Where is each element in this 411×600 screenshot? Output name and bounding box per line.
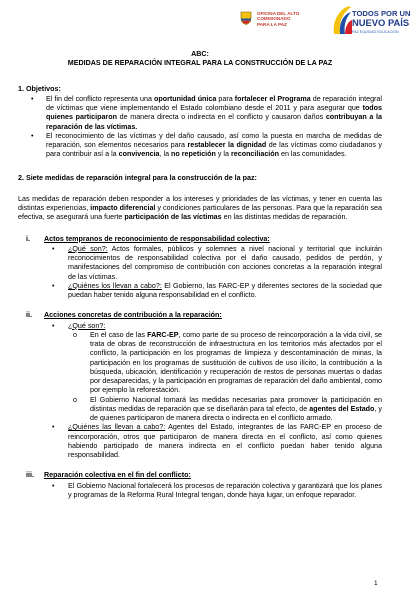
text-run: Las medidas de reparación deben responder a los intereses y prioridades de las víctimas, y tener en cuenta las distintas experiencias, <box>18 194 382 212</box>
text-run: para <box>216 94 235 103</box>
text-run: impacto diferencial <box>90 204 156 212</box>
subsection-ii-sub-bullet-2 <box>70 396 382 424</box>
logo-line-2: NUEVO PAÍS <box>352 17 410 28</box>
text-run: convivencia <box>118 150 160 159</box>
text-run: El Gobierno Nacional fortalecerá los procesos de reparación colectiva y garantizará que los planes y programas de la Reforma Rural Integral tengan, donde haya lugar, un enfoque reparador. <box>68 481 382 499</box>
subsection-ii-bullet-1: • ¿Qué son?: <box>52 321 106 330</box>
text-run: , y de quienes participaron de manera directa o indirecta en el conflicto armado. <box>90 404 382 422</box>
text-run: restablecer la dignidad <box>187 141 267 149</box>
text-run: en las comunidades. <box>279 150 347 159</box>
text-run: ¿Qué son?: <box>68 244 108 253</box>
bullet-icon: • <box>52 244 55 253</box>
subsection-ii-bullet-2 <box>49 423 382 460</box>
bullet-icon: • <box>52 481 55 490</box>
text-run: todos quienes participaron <box>46 104 382 122</box>
office-line-1: OFICINA DEL ALTO COMISIONADO <box>257 11 300 22</box>
text-run: de manera directa o indirecta en el conflicto y causaron daños <box>116 113 326 122</box>
office-line-2: PARA LA PAZ <box>257 21 287 27</box>
text-run: oportunidad única <box>154 94 217 103</box>
text-run: contribuyan a la reparación de las víctimas. <box>46 113 382 131</box>
text-run: El fin del conflicto representa una <box>46 94 154 103</box>
section-siete-medidas-heading: 2. Siete medidas de reparación integral para la construcción de la paz: <box>18 173 257 182</box>
section-objetivos-heading: 1. Objetivos: <box>18 84 61 93</box>
text-run: Actos formales, públicos y solemnes a nivel nacional y territorial que incluirán reconocimientos de responsabilidad colectiva por el daño causado, pedidos de perdón, y manifestaciones del compromiso de contribución con acciones concretas a la reparación integral de las víctimas. <box>68 244 382 281</box>
office-header <box>240 11 319 27</box>
bullet-icon: • <box>31 94 34 103</box>
objetivos-bullet-2 <box>27 132 382 160</box>
circle-bullet-icon: o <box>73 330 77 339</box>
text-run: en las distintas medidas de reparación. <box>221 213 348 222</box>
subsection-iii-heading: iii. Reparación colectiva en el fin del conflicto: <box>26 471 191 480</box>
text-run: , la <box>159 150 172 159</box>
document-title: MEDIDAS DE REPARACIÓN INTEGRAL PARA LA CONSTRUCCIÓN DE LA PAZ <box>67 59 333 68</box>
office-name <box>257 11 319 27</box>
text-run: fortalecer el Programa <box>234 94 311 103</box>
subsection-ii-heading: ii. Acciones concretas de contribución a la reparación: <box>26 311 222 320</box>
bullet-icon: • <box>52 321 55 330</box>
bullet-icon: • <box>52 281 55 290</box>
text-run: El Gobierno, las FARC-EP y diferentes sectores de la sociedad que puedan haber tenido alguna responsabilidad en el conflicto. <box>68 281 382 299</box>
text-run: y condiciones particulares de las personas. Para que la reparación sea efectiva, se asegurará una fuerte <box>18 204 382 222</box>
government-logo <box>330 4 411 38</box>
text-run: y la <box>215 150 231 159</box>
document-body <box>18 50 382 500</box>
text-run: ¿Quiénes los llevan a cabo?: <box>68 281 162 290</box>
abc-label: ABC: <box>191 50 209 58</box>
flag-swirl-icon <box>330 4 352 38</box>
subsection-i-heading: i. Actos tempranos de reconocimiento de responsabilidad colectiva: <box>26 234 270 243</box>
siete-medidas-paragraph <box>18 195 382 223</box>
subsection-ii-sub-bullet-1 <box>70 331 382 396</box>
subsection-i-bullet-1 <box>49 245 382 282</box>
bullet-icon: • <box>52 423 55 432</box>
text-run: En el caso de las <box>90 330 148 339</box>
subsection-iii-bullet-1 <box>49 482 382 501</box>
text-run: de las víctimas como ciudadanos y para contribuir así a la <box>46 141 382 159</box>
text-run: El Gobierno Nacional tomará las medidas necesarias para promover la participación en distintas medidas de reparación que se diseñarán para tal efecto, de <box>90 395 382 413</box>
text-run: no repetición <box>171 150 216 159</box>
circle-bullet-icon: o <box>73 395 77 404</box>
text-run: FARC-EP <box>147 330 179 339</box>
text-run: El reconocimiento de las víctimas y del daño causado, así como la puesta en marcha de medidas de reparación, son elementos necesarios para <box>46 131 382 149</box>
text-run: reconciliación <box>230 150 280 159</box>
logo-line-3: PAZ EQUIDAD EDUCACIÓN <box>352 30 399 34</box>
subsection-i-bullet-2 <box>49 282 382 301</box>
shield-icon <box>240 11 252 25</box>
text-run: de reparación integral de víctimas que viene implementando el Estado colombiano desde el 2011 y para asegurar que <box>46 94 382 112</box>
text-run: ¿Quiénes las llevan a cabo?: <box>68 423 166 432</box>
text-run: Agentes del Estado, integrantes de las FARC-EP en proceso de reincorporación, otros que participaron de manera directa en el conflicto, así como quienes habiendo participado de manera indirecta en el conflicto puedan haber tenido alguna responsabilidad. <box>68 423 382 459</box>
logo-line-1: TODOS POR UN <box>352 9 411 18</box>
page-number: 1 <box>374 580 378 587</box>
objetivos-bullet-1 <box>27 95 382 132</box>
text-run: agentes del Estado <box>309 404 375 413</box>
text-run: participación de las víctimas <box>124 213 222 222</box>
text-run: , como parte de su proceso de reincorporación a la vida civil, se trata de obras de reconstrucción de infraestructura en los territorios más afectados por el conflicto, la participación en los programas de limpieza y descontaminación de minas, la participación en los programas de sustitución de cultivos de uso ilícito, la contribución a la búsqueda, ubicación, identificación y recuperación de restos de personas muertas o dadas por desaparecidas, y la participación en programas de reparación del daño ambiental, como por ejemplo la reforestación. <box>90 330 382 395</box>
bullet-icon: • <box>31 131 34 140</box>
